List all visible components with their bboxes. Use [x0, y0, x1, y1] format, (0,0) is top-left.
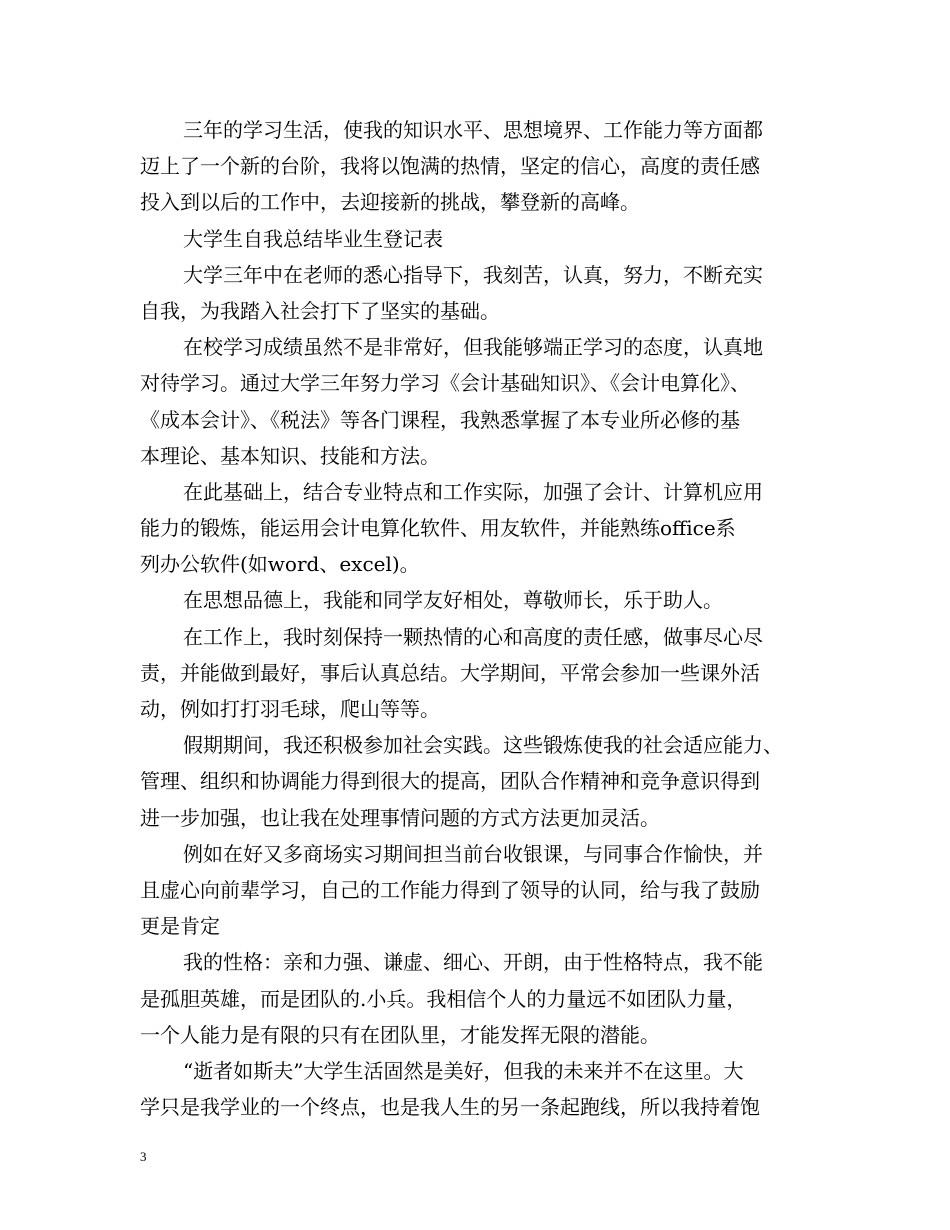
body-text: [140, 112, 820, 1125]
text-line: 一个人能力是有限的只有在团队里，才能发挥无限的潜能。: [140, 1022, 660, 1047]
text-line: 管理、组织和协调能力得到很大的提高，团队合作精神和竞争意识得到: [140, 769, 760, 794]
text-line: 动，例如打打羽毛球，爬山等等。: [140, 697, 440, 721]
text-line: 进一步加强，也让我在处理事情问题的方式方法更加灵活。: [140, 805, 660, 830]
text-line: 假期期间，我还积极参加社会实践。这些锻炼使我的社会适应能力、: [183, 733, 783, 758]
text-line: 在思想品德上，我能和同学友好相处，尊敬师长，乐于助人。: [183, 588, 723, 613]
text-line: 且虚心向前辈学习，自己的工作能力得到了领导的认同，给与我了鼓励: [140, 877, 760, 902]
text-line: 大学三年中在老师的悉心指导下，我刻苦，认真，努力，不断充实: [183, 262, 763, 287]
text-line: 本理论、基本知识、技能和方法。: [140, 443, 440, 468]
text-line: 责，并能做到最好，事后认真总结。大学期间，平常会参加一些课外活: [140, 660, 760, 685]
text-line: 是孤胆英雄，而是团队的.小兵。我相信个人的力量远不如团队力量，: [140, 986, 747, 1011]
text-line: 对待学习。通过大学三年努力学习《会计基础知识》、《会计电算化》、: [140, 371, 750, 396]
text-line: 能力的锻炼，能运用会计电算化软件、用友软件，并能熟练office系: [140, 516, 736, 541]
text-line: 《成本会计》、《税法》等各门课程，我熟悉掌握了本专业所必修的基: [140, 407, 740, 432]
text-line: 三年的学习生活，使我的知识水平、思想境界、工作能力等方面都: [183, 118, 763, 142]
text-line: 迈上了一个新的台阶，我将以饱满的热情，坚定的信心，高度的责任感: [140, 154, 760, 179]
text-line: 大学生自我总结毕业生登记表: [183, 226, 443, 251]
page-number: 3: [140, 1149, 147, 1164]
text-line: “逝者如斯夫”大学生活固然是美好，但我的未来并不在这里。大: [183, 1058, 744, 1083]
text-line: 列办公软件(如word、excel)。: [140, 552, 420, 577]
text-line: 自我，为我踏入社会打下了坚实的基础。: [140, 298, 500, 323]
text-line: 我的性格：亲和力强、谦虚、细心、开朗，由于性格特点，我不能: [183, 950, 763, 975]
text-line: 例如在好又多商场实习期间担当前台收银课，与同事合作愉快，并: [183, 841, 763, 866]
text-line: 投入到以后的工作中，去迎接新的挑战，攀登新的高峰。: [140, 190, 640, 215]
text-line: 在此基础上，结合专业特点和工作实际，加强了会计、计算机应用: [183, 479, 763, 504]
text-line: 在工作上，我时刻保持一颗热情的心和高度的责任感，做事尽心尽: [183, 624, 763, 649]
text-line: 在校学习成绩虽然不是非常好，但我能够端正学习的态度，认真地: [183, 335, 763, 360]
text-line: 学只是我学业的一个终点，也是我人生的另一条起跑线，所以我持着饱: [140, 1095, 760, 1120]
text-line: 更是肯定: [140, 914, 220, 939]
